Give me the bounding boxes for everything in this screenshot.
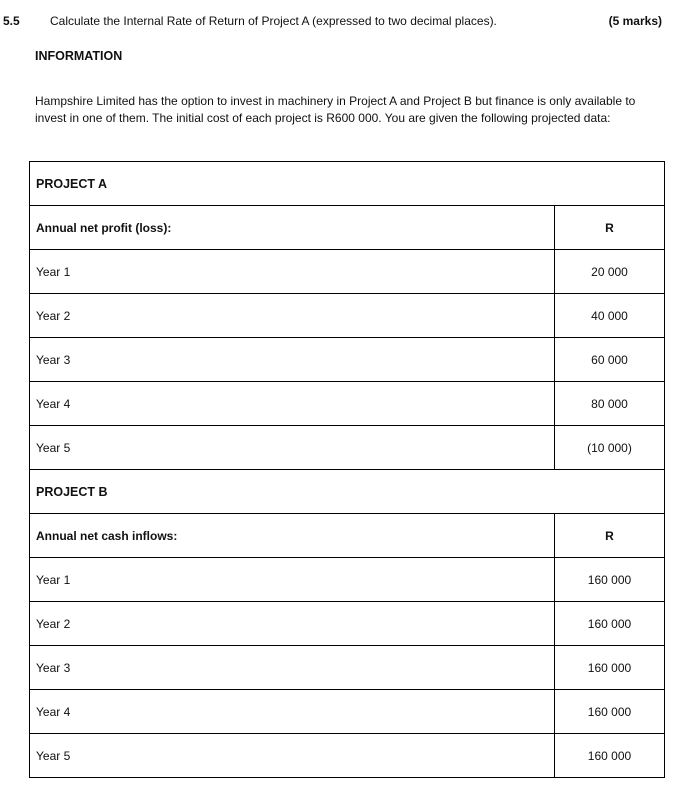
table-row	[30, 294, 665, 338]
amount-value: (10 000)	[555, 426, 665, 470]
year-label: Year 1	[30, 558, 555, 602]
project-b-title: PROJECT B	[30, 470, 665, 514]
table-row	[30, 250, 665, 294]
project-b-title-row	[30, 470, 665, 514]
year-label: Year 5	[30, 734, 555, 778]
project-b-header-unit: R	[555, 514, 665, 558]
year-label: Year 1	[30, 250, 555, 294]
year-label: Year 5	[30, 426, 555, 470]
year-label: Year 4	[30, 690, 555, 734]
question-number: 5.5	[3, 14, 20, 28]
table-row	[30, 690, 665, 734]
year-label: Year 3	[30, 646, 555, 690]
question-marks: (5 marks)	[608, 14, 662, 28]
table-row	[30, 338, 665, 382]
project-b-header-label: Annual net cash inflows:	[30, 514, 555, 558]
amount-value: 80 000	[555, 382, 665, 426]
amount-value: 160 000	[555, 690, 665, 734]
project-a-title: PROJECT A	[30, 162, 665, 206]
amount-value: 160 000	[555, 646, 665, 690]
amount-value: 40 000	[555, 294, 665, 338]
amount-value: 160 000	[555, 602, 665, 646]
year-label: Year 2	[30, 602, 555, 646]
table-row	[30, 558, 665, 602]
information-paragraph: Hampshire Limited has the option to invest in machinery in Project A and Project B but finance is only available to invest in one of them. The initial cost of each project is R600 000. You are given the following projected data:	[35, 94, 636, 125]
year-label: Year 3	[30, 338, 555, 382]
amount-value: 160 000	[555, 558, 665, 602]
amount-value: 160 000	[555, 734, 665, 778]
table-row	[30, 382, 665, 426]
amount-value: 60 000	[555, 338, 665, 382]
amount-value: 20 000	[555, 250, 665, 294]
year-label: Year 2	[30, 294, 555, 338]
information-heading: INFORMATION	[35, 49, 123, 63]
table-row	[30, 602, 665, 646]
project-a-header-label: Annual net profit (loss):	[30, 206, 555, 250]
project-a-header-row	[30, 206, 665, 250]
project-a-title-row	[30, 162, 665, 206]
table-row	[30, 646, 665, 690]
year-label: Year 4	[30, 382, 555, 426]
table-row	[30, 426, 665, 470]
project-b-header-row	[30, 514, 665, 558]
table-row	[30, 734, 665, 778]
projected-data-table	[29, 161, 665, 778]
question-text: Calculate the Internal Rate of Return of Project A (expressed to two decimal places).	[50, 14, 497, 28]
project-a-header-unit: R	[555, 206, 665, 250]
